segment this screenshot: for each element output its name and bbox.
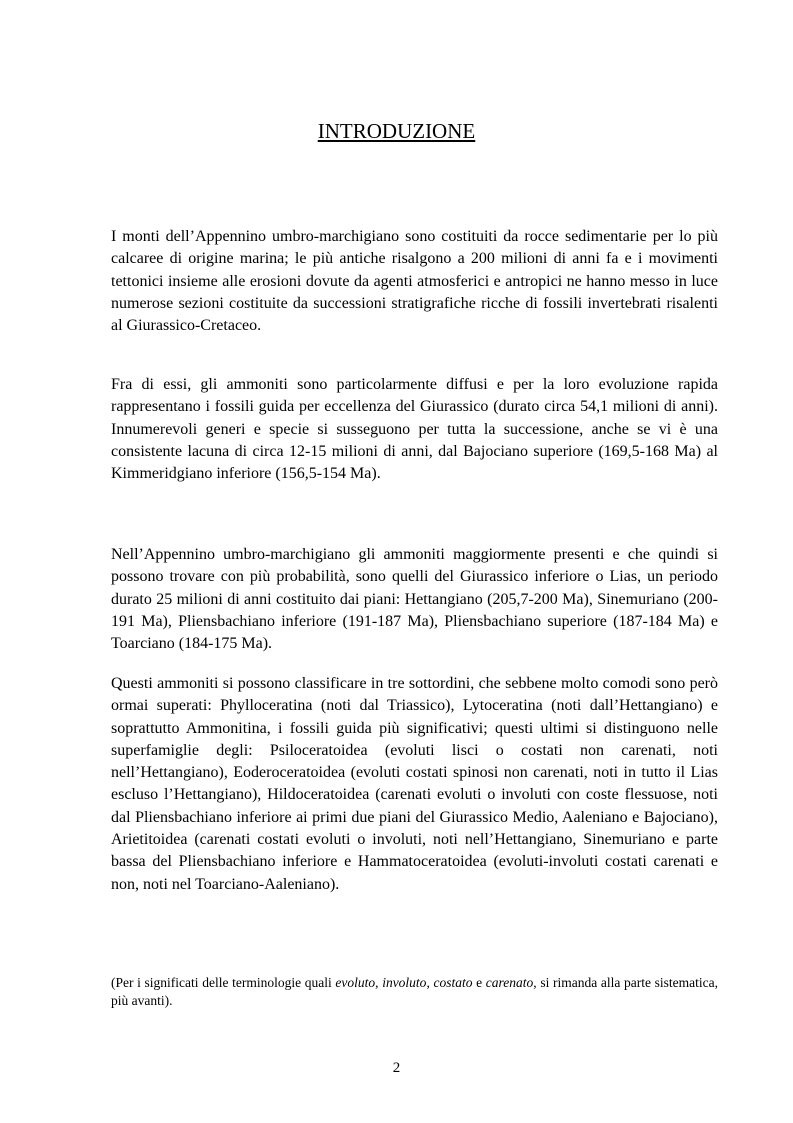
footnote-sep-2: , — [426, 975, 434, 990]
footnote-sep-1: , — [375, 975, 383, 990]
footnote-sep-3: e — [472, 975, 486, 990]
paragraph-4: Questi ammoniti si possono classificare in tre sottordini, che sebbene molto comodi sono però ormai superati: Phylloceratina (noti dal Triassico), Lytoceratina (noti dall’Hettangiano) e soprattutto Ammonitina, i fossili guida più significativi; questi ultimi si distinguono nelle superfamiglie degli: Psiloceratoidea (evoluti lisci o costati non carenati, noti nell’Hettangiano), Eoderoceratoidea (evoluti costati spinosi non carenati, noti in tutto il Lias escluso l’Hettangiano), Hildoceratoidea (carenati evoluti o involuti con coste flessuose, noti dal Pliensbachiano inferiore ai primi due piani del Giurassico Medio, Aaleniano e Bajociano), Arietitoidea (carenati costati evoluti o involuti, noti nell’Hettangiano, Sinemuriano e parte bassa del Pliensbachiano inferiore e Hammatoceratoidea (evoluti-involuti costati carenati e non, noti nel Toarciano-Aaleniano). — [111, 675, 718, 893]
term-evoluto: evoluto — [335, 975, 376, 990]
term-costato: costato — [433, 975, 473, 990]
term-carenato: carenato — [485, 975, 534, 990]
page-number: 2 — [392, 1060, 401, 1076]
footnote-suffix: , si rimanda alla parte sistematica, più avanti). — [111, 975, 719, 1008]
paragraph-3: Nell’Appennino umbro-marchigiano gli ammoniti maggiormente presenti e che quindi si possono trovare con più probabilità, sono quelli del Giurassico inferiore o Lias, un periodo durato 25 milioni di anni costituito dai piani: Hettangiano (205,7-200 Ma), Sinemuriano (200-191 Ma), Pliensbachiano inferiore (191-187 Ma), Pliensbachiano superiore (187-184 Ma) e Toarciano (184-175 Ma). — [111, 546, 718, 653]
footnote — [111, 974, 718, 1010]
footnote-prefix: (Per i significati delle terminologie quali — [111, 975, 336, 990]
paragraph-2: Fra di essi, gli ammoniti sono particolarmente diffusi e per la loro evoluzione rapida rappresentano i fossili guida per eccellenza del Giurassico (durato circa 54,1 milioni di anni). Innumerevoli generi e specie si susseguono per tutta la successione, anche se vi è una consistente lacuna di circa 12-15 milioni di anni, dal Bajociano superiore (169,5-168 Ma) al Kimmeridgiano inferiore (156,5-154 Ma). — [111, 376, 718, 483]
term-involuto: involuto — [382, 975, 427, 990]
page-title: INTRODUZIONE — [317, 119, 476, 143]
paragraph-1: I monti dell’Appennino umbro-marchigiano sono costituiti da rocce sedimentarie per lo più calcaree di origine marina; le più antiche risalgono a 200 milioni di anni fa e i movimenti tettonici insieme alle erosioni dovute da agenti atmosferici e antropici ne hanno messo in luce numerose sezioni costituite da successioni stratigrafiche ricche di fossili invertebrati risalenti al Giurassico-Cretaceo. — [111, 228, 718, 335]
